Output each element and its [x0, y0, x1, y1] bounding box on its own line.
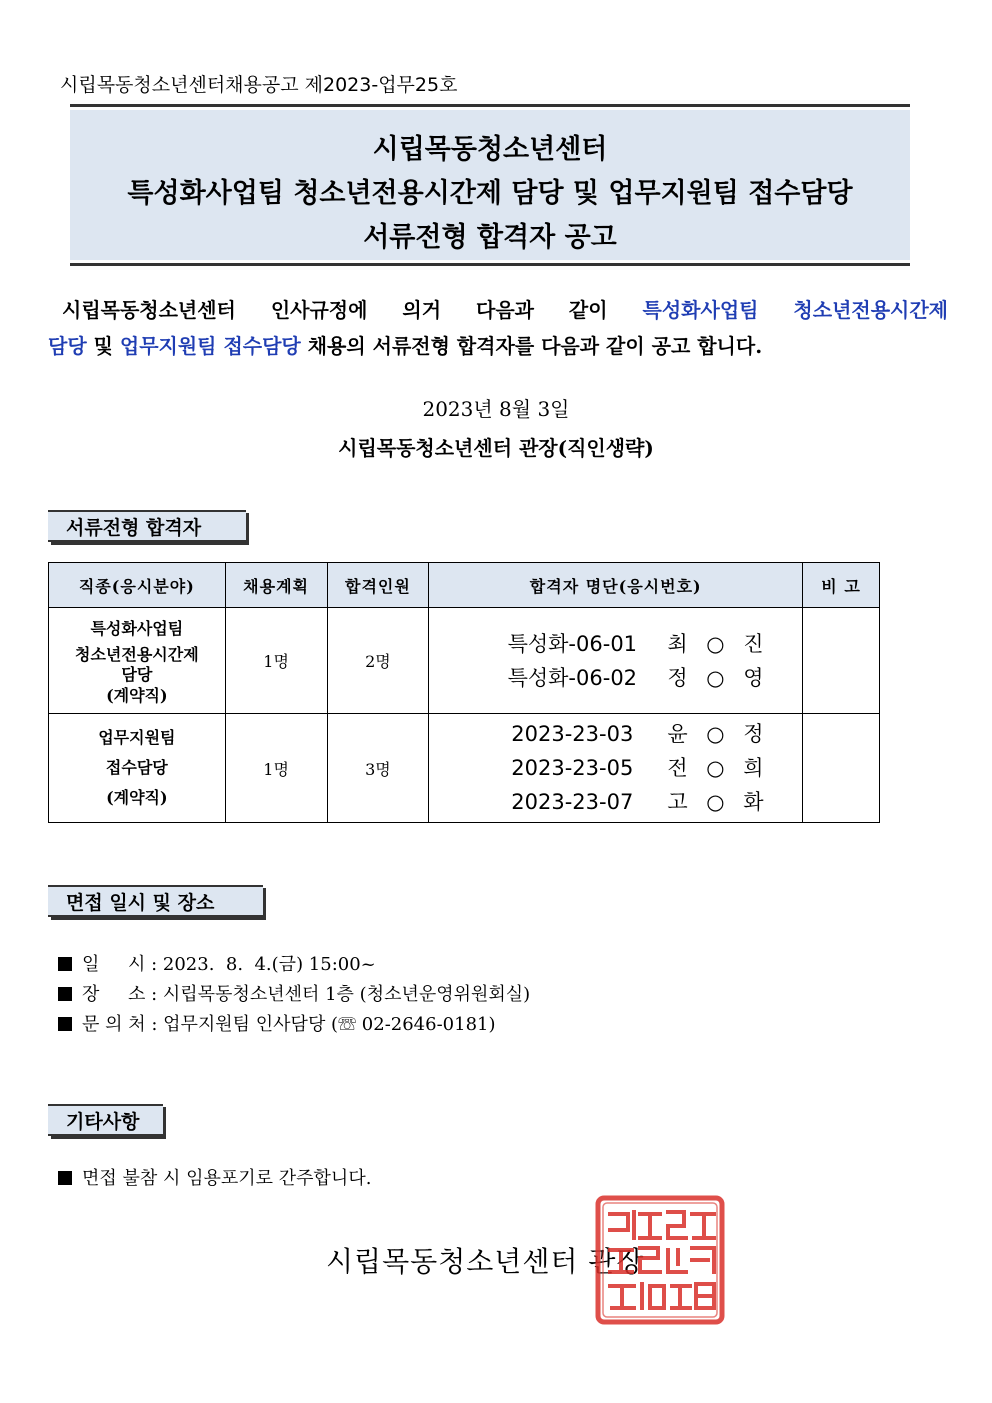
- candidate-code: 특성화-06-02: [507, 665, 638, 690]
- announcement-date: 2023년 8월 3일: [422, 397, 570, 421]
- candidate-code: 특성화-06-01: [507, 631, 638, 656]
- candidate-code: 2023-23-07: [511, 790, 634, 814]
- table-header-row: [49, 563, 880, 608]
- intro-paragraph: [48, 292, 948, 364]
- category-line: 담당: [121, 664, 153, 684]
- header-note: 비 고: [803, 563, 880, 608]
- issuer: 시립목동청소년센터 관장(직인생략): [338, 436, 654, 460]
- category-line: 접수담당: [105, 758, 168, 777]
- candidate-name: 고 ○ 화: [667, 790, 770, 814]
- title-line-3: 서류전형 합격자 공고: [363, 222, 617, 253]
- category-line: 청소년전용시간제: [75, 644, 199, 664]
- category-line: 업무지원팀: [98, 728, 176, 747]
- plan-cell: 1명: [225, 714, 327, 823]
- category-line: 특성화사업팀: [90, 618, 184, 638]
- note-cell: [803, 714, 880, 823]
- candidates-cell: [429, 608, 803, 714]
- title-line-1: 시립목동청소년센터: [372, 134, 608, 165]
- interview-datetime: [58, 950, 376, 976]
- bullet-square-icon: [58, 957, 72, 971]
- intro-highlight-1: 특성화사업팀 청소년전용시간제: [642, 298, 948, 322]
- candidate-name: 최 ○ 진: [667, 631, 770, 656]
- interview-datetime-text: 일 시 : 2023. 8. 4.(금) 15:00~: [82, 954, 376, 975]
- official-seal-icon: [594, 1194, 726, 1326]
- intro-text-2: 및: [86, 334, 120, 358]
- signature: 시립목동청소년센터 관장: [326, 1245, 645, 1278]
- candidate-row: [477, 627, 802, 661]
- header-category: 직종(응시분야): [49, 563, 226, 608]
- section-other-heading: 기타사항: [48, 1104, 163, 1136]
- header-candidates: 합격자 명단(응시번호): [429, 563, 803, 608]
- interview-contact-text: 문 의 처 : 업무지원팀 인사담당 (☏ 02-2646-0181): [82, 1014, 496, 1035]
- candidate-code: 2023-23-05: [511, 756, 634, 780]
- table-row: [49, 608, 880, 714]
- candidate-row: [477, 785, 802, 819]
- interview-contact: [58, 1010, 496, 1036]
- plan-cell: 1명: [225, 608, 327, 714]
- candidate-code: 2023-23-03: [511, 722, 634, 746]
- intro-text-3: 채용의 서류전형 합격자를 다음과 같이 공고 합니다.: [300, 334, 763, 358]
- other-note-text: 면접 불참 시 임용포기로 간주합니다.: [82, 1168, 372, 1189]
- table-row: [49, 714, 880, 823]
- bullet-square-icon: [58, 1017, 72, 1031]
- intro-highlight-2: 담당: [48, 334, 87, 358]
- other-note: [58, 1164, 371, 1190]
- candidate-row: [477, 717, 802, 751]
- candidate-name: 전 ○ 희: [667, 756, 770, 780]
- header-passed: 합격인원: [327, 563, 429, 608]
- category-line: (계약직): [106, 685, 168, 705]
- note-cell: [803, 608, 880, 714]
- bullet-square-icon: [58, 987, 72, 1001]
- candidate-name: 윤 ○ 정: [667, 722, 770, 746]
- category-cell: [49, 714, 226, 823]
- bullet-square-icon: [58, 1171, 72, 1185]
- title-line-2: 특성화사업팀 청소년전용시간제 담당 및 업무지원팀 접수담당: [127, 178, 853, 209]
- category-cell: [49, 608, 226, 714]
- section-results-heading: 서류전형 합격자: [48, 510, 246, 542]
- candidate-name: 정 ○ 영: [667, 665, 770, 690]
- interview-place-text: 장 소 : 시립목동청소년센터 1층 (청소년운영위원회실): [82, 984, 531, 1005]
- header-plan: 채용계획: [225, 563, 327, 608]
- passed-cell: 3명: [327, 714, 429, 823]
- intro-text-1: 시립목동청소년센터 인사규정에 의거 다음과 같이: [62, 298, 643, 322]
- category-line: (계약직): [106, 788, 168, 807]
- results-table: [48, 562, 880, 823]
- title-box: [70, 104, 910, 266]
- passed-cell: 2명: [327, 608, 429, 714]
- intro-highlight-3: 업무지원팀 접수담당: [119, 334, 301, 358]
- section-interview-heading: 면접 일시 및 장소: [48, 885, 263, 917]
- candidate-row: [477, 751, 802, 785]
- candidate-row: [477, 661, 802, 695]
- document-number: 시립목동청소년센터채용공고 제2023-업무25호: [60, 74, 458, 96]
- interview-place: [58, 980, 530, 1006]
- candidates-cell: [429, 714, 803, 823]
